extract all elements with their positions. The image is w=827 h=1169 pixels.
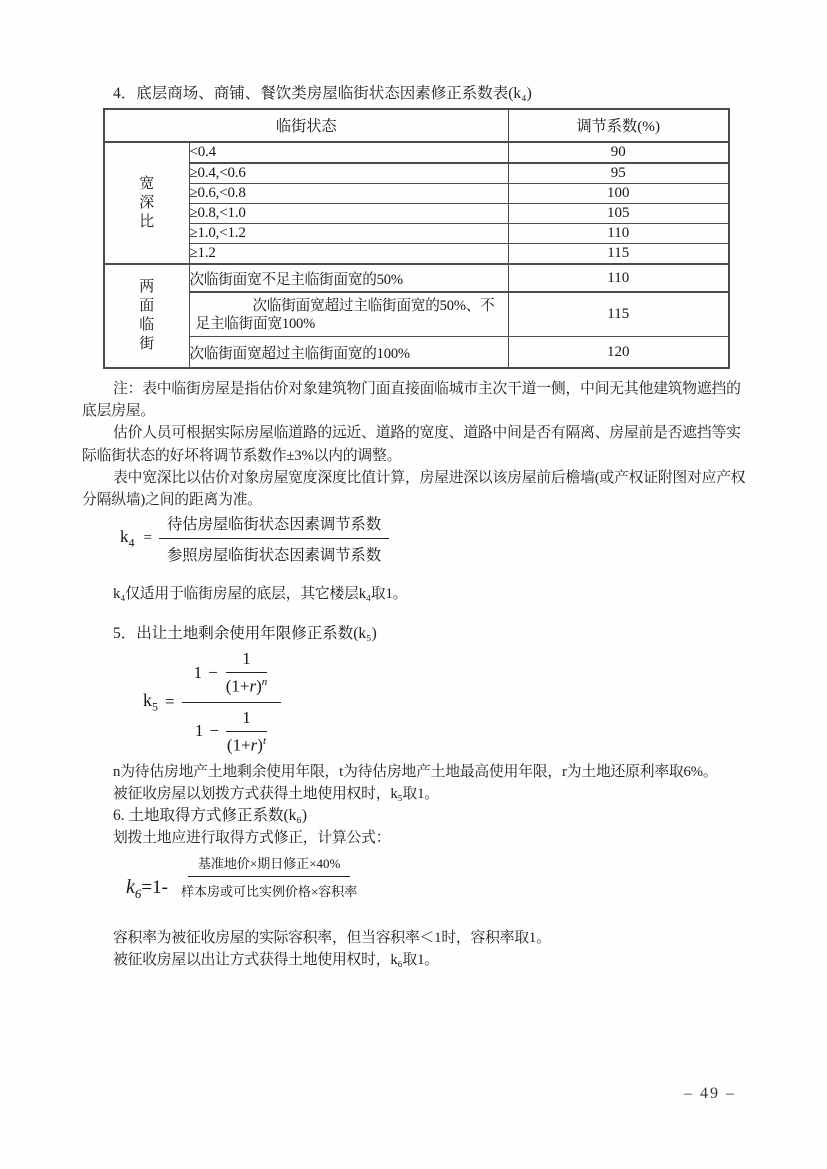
condition-cell: 次临街面宽超过主临街面宽的100%	[189, 337, 508, 369]
condition-cell: ≥0.6,<0.8	[189, 184, 508, 204]
fraction	[159, 511, 389, 566]
denominator: 1 − $\frac{1}{(1+r)^t}$	[194, 707, 267, 755]
value-cell: 115	[508, 244, 729, 265]
table-row	[104, 142, 729, 163]
inner-fraction: $\frac{1}{(1+r)^n}$	[225, 649, 268, 696]
table-row	[104, 244, 729, 265]
section6-heading: 6. 土地取得方式修正系数(k₆)	[113, 807, 307, 824]
value-cell: 100	[508, 184, 729, 204]
formula-k6-lhs: $k_6=1-$	[126, 875, 168, 901]
table-row	[104, 204, 729, 224]
value-cell: 115	[508, 292, 729, 337]
table-header-row	[104, 109, 729, 142]
group-aspect-ratio-cell	[104, 142, 189, 264]
k6-granted-land-line: 被征收房屋以出让方式获得土地使用权时，k₆取1。	[113, 952, 439, 968]
formula-k6	[126, 853, 361, 900]
note-paragraph: 估价人员可根据实际房屋临道路的远近、道路的宽度、道路中间是否有隔离、房屋前是否遮挡等实际临街状态的好坏将调节系数作±3%以内的调整。	[82, 425, 741, 464]
k4-table	[103, 108, 730, 369]
table-row	[104, 264, 729, 292]
outer-fraction	[182, 647, 282, 757]
condition-cell: <0.4	[189, 142, 508, 163]
k5-variables-line: n为待估房地产土地剩余使用年限，t为待估房地产土地最高使用年限，r为土地还原利率取6%。	[113, 764, 718, 780]
table-row	[104, 184, 729, 204]
k4-note-line: k₄仅适用于临街房屋的底层，其它楼层k₄取1。	[113, 586, 408, 602]
value-cell: 110	[508, 264, 729, 292]
table-row	[104, 224, 729, 244]
page-number: – 49 –	[684, 1085, 736, 1102]
equals-sign: =	[143, 530, 152, 546]
formula-k5	[143, 647, 281, 757]
k5-allocated-land-line: 被征收房屋以划拨方式获得土地使用权时，k₅取1。	[113, 786, 439, 802]
numerator: 1 − $\frac{1}{(1+r)^n}$	[182, 647, 282, 703]
note-paragraph: 注：表中临街房屋是指估价对象建筑物门面直接面临城市主次干道一侧，中间无其他建筑物遮挡的底层房屋。	[82, 381, 741, 420]
table-notes	[82, 378, 746, 511]
group-two-side-frontage-cell	[104, 264, 189, 368]
section4-heading: 4．底层商场、商铺、餐饮类房屋临街状态因素修正系数表(k₄)	[113, 85, 532, 102]
fraction	[177, 853, 361, 900]
value-cell: 95	[508, 163, 729, 184]
table-row	[104, 337, 729, 369]
equals-sign: =	[165, 692, 175, 712]
section5-heading: 5．出让土地剩余使用年限修正系数(k₅)	[113, 625, 377, 642]
k6-intro-line: 划拨土地应进行取得方式修正，计算公式：	[113, 830, 391, 846]
condition-cell: ≥1.2	[189, 244, 508, 265]
formula-k4	[120, 511, 389, 566]
denominator: 样本房或可比实例价格×容积率	[180, 884, 358, 899]
table-row	[104, 292, 729, 337]
header-frontage-state: 临街状态	[104, 109, 508, 142]
denominator: 参照房屋临街状态因素调节系数	[166, 547, 382, 564]
condition-cell: 次临街面宽超过主临街面宽的50%、不足主临街面宽100%	[189, 292, 508, 337]
condition-cell: ≥1.0,<1.2	[189, 224, 508, 244]
numerator: 基准地价×期日修正×40%	[188, 853, 351, 877]
condition-cell: ≥0.4,<0.6	[189, 163, 508, 184]
group-label-aspect-ratio: 宽深比	[139, 175, 155, 230]
numerator: 待估房屋临街状态因素调节系数	[159, 511, 389, 539]
value-cell: 110	[508, 224, 729, 244]
value-cell: 90	[508, 142, 729, 163]
condition-cell: ≥0.8,<1.0	[189, 204, 508, 224]
condition-cell: 次临街面宽不足主临街面宽的50%	[189, 264, 508, 292]
header-adjust-coefficient: 调节系数(%)	[508, 109, 729, 142]
group-label-two-side-frontage: 两面临街	[139, 279, 155, 352]
inner-fraction: $\frac{1}{(1+r)^t}$	[226, 707, 267, 755]
formula-k4-lhs: $k_4$	[120, 526, 135, 550]
formula-k5-lhs: $k_5$	[143, 689, 158, 714]
value-cell: 120	[508, 337, 729, 369]
value-cell: 105	[508, 204, 729, 224]
table-row	[104, 163, 729, 184]
note-paragraph: 表中宽深比以估价对象房屋宽度深度比值计算，房屋进深以该房屋前后檐墙(或产权证附图对应产权分隔纵墙)之间的距离为准。	[82, 469, 746, 509]
plot-ratio-line: 容积率为被征收房屋的实际容积率，但当容积率＜1时，容积率取1。	[113, 930, 551, 946]
